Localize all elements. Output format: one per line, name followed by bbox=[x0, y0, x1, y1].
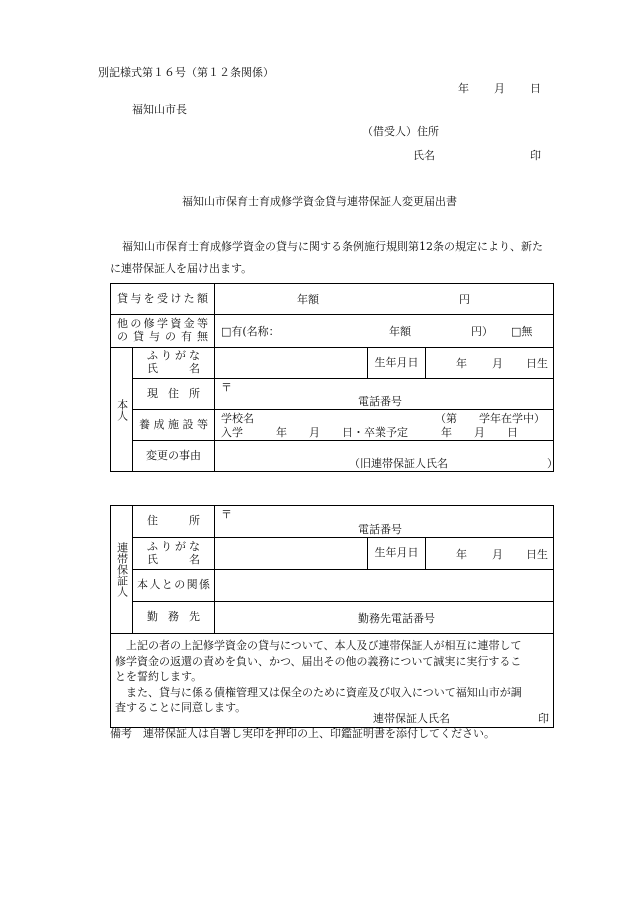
person-birth-month: 月 bbox=[492, 357, 503, 370]
consent-line-2: 査することに同意します。 bbox=[115, 701, 247, 714]
other-funds-annual-label: 年額 bbox=[389, 325, 411, 338]
guarantor-address-field[interactable] bbox=[215, 506, 554, 538]
borrower-seal: 印 bbox=[530, 149, 541, 162]
reason-label: 変更の事由 bbox=[133, 441, 215, 472]
loan-yen-label: 円 bbox=[459, 293, 470, 306]
old-guarantor-label: （旧連帯保証人氏名 ） bbox=[349, 457, 558, 470]
intro-line-1: 福知山市保育士育成修学資金の貸与に関する条例施行規則第12条の規定により、新た bbox=[122, 240, 543, 253]
school-label: 養成施設等 bbox=[133, 410, 215, 441]
pledge-line-1: 上記の者の上記修学資金の貸与について、本人及び連帯保証人が相互に連帯して bbox=[126, 639, 522, 652]
school-field[interactable] bbox=[215, 410, 554, 441]
guarantor-birth-field[interactable] bbox=[426, 538, 554, 570]
guarantor-furigana-label: ふりがな bbox=[147, 539, 200, 553]
document-title: 福知山市保育士育成修学資金貸与連帯保証人変更届出書 bbox=[182, 195, 457, 208]
other-funds-none-checkbox[interactable]: □無 bbox=[511, 325, 533, 338]
school-grade-label: （第 学年在学中） bbox=[435, 412, 545, 425]
intro-line-2: に連帯保証人を届け出ます。 bbox=[110, 262, 253, 275]
other-funds-yen-label: 円） bbox=[471, 325, 493, 338]
relation-label: 本人との関係 bbox=[133, 570, 215, 602]
guarantor-birth-day: 日生 bbox=[526, 548, 548, 561]
borrower-name-label: 氏名 bbox=[413, 149, 435, 162]
person-label: 本人 bbox=[111, 348, 133, 472]
date-year-label: 年 bbox=[458, 82, 469, 95]
person-birth-label: 生年月日 bbox=[368, 348, 426, 379]
guarantor-signature-label: 連帯保証人氏名 bbox=[373, 712, 450, 725]
applicant-table bbox=[110, 283, 558, 472]
other-funds-has-checkbox[interactable]: □有(名称： bbox=[221, 325, 280, 338]
person-birth-year: 年 bbox=[456, 357, 467, 370]
guarantor-address-label: 住所 bbox=[133, 506, 215, 538]
person-phone-label: 電話番号 bbox=[358, 395, 402, 408]
form-number: 別記様式第１６号（第１２条関係） bbox=[98, 66, 274, 79]
guarantor-name-label bbox=[133, 538, 215, 570]
person-address-field[interactable] bbox=[215, 379, 554, 410]
pledge-line-2: 修学資金の返還の責めを負い、かつ、届出その他の義務について誠実に実行するこ bbox=[115, 654, 522, 668]
borrower-address-label: （借受人）住所 bbox=[362, 125, 439, 138]
other-funds-label-line-1: 他の修学資金等 bbox=[117, 317, 208, 331]
loan-amount-field[interactable] bbox=[215, 284, 554, 315]
relation-field[interactable] bbox=[215, 570, 554, 602]
person-postal-mark: 〒 bbox=[221, 381, 232, 394]
admission-graduation-label: 入学 年 月 日・卒業予定 年 月 日 bbox=[221, 426, 518, 439]
guarantor-name-field[interactable] bbox=[215, 538, 368, 570]
guarantor-birth-month: 月 bbox=[492, 548, 503, 561]
work-phone-label: 勤務先電話番号 bbox=[358, 612, 435, 625]
other-funds-field[interactable] bbox=[215, 315, 554, 348]
loan-amount-label: 貸与を受けた額 bbox=[111, 284, 215, 315]
date-month-label: 月 bbox=[494, 82, 505, 95]
guarantor-birth-label: 生年月日 bbox=[368, 538, 426, 570]
addressee: 福知山市長 bbox=[132, 103, 187, 116]
school-name-label: 学校名 bbox=[221, 412, 254, 425]
guarantor-label: 連帯保証人 bbox=[111, 506, 133, 634]
person-address-label: 現住所 bbox=[133, 379, 215, 410]
work-label: 勤務先 bbox=[133, 602, 215, 634]
guarantor-birth-year: 年 bbox=[456, 548, 467, 561]
loan-annual-label: 年額 bbox=[297, 293, 319, 306]
person-name-label bbox=[133, 348, 215, 379]
person-furigana-label: ふりがな bbox=[147, 349, 200, 363]
other-funds-label bbox=[111, 315, 215, 348]
person-birth-day: 日生 bbox=[526, 357, 548, 370]
reason-field[interactable] bbox=[215, 441, 558, 472]
remarks: 備考 連帯保証人は自署し実印を押印の上、印鑑証明書を添付してください。 bbox=[110, 727, 495, 740]
guarantor-name-text: 氏名 bbox=[147, 552, 200, 566]
person-birth-field[interactable] bbox=[426, 348, 554, 379]
other-funds-label-line-2: の貸与の有無 bbox=[117, 330, 208, 343]
date-day-label: 日 bbox=[530, 82, 541, 95]
pledge-block bbox=[111, 634, 554, 728]
consent-line-1: また、貸与に係る債権管理又は保全のために資産及び収入について福知山市が調 bbox=[126, 685, 522, 699]
guarantor-phone-label: 電話番号 bbox=[358, 523, 402, 536]
guarantor-seal: 印 bbox=[538, 712, 549, 725]
work-field[interactable] bbox=[215, 602, 554, 634]
person-name-field[interactable] bbox=[215, 348, 368, 379]
pledge-line-3: とを誓約します。 bbox=[115, 670, 203, 683]
guarantor-table bbox=[110, 505, 554, 728]
person-name-text: 氏名 bbox=[147, 362, 200, 375]
guarantor-postal-mark: 〒 bbox=[221, 508, 232, 521]
